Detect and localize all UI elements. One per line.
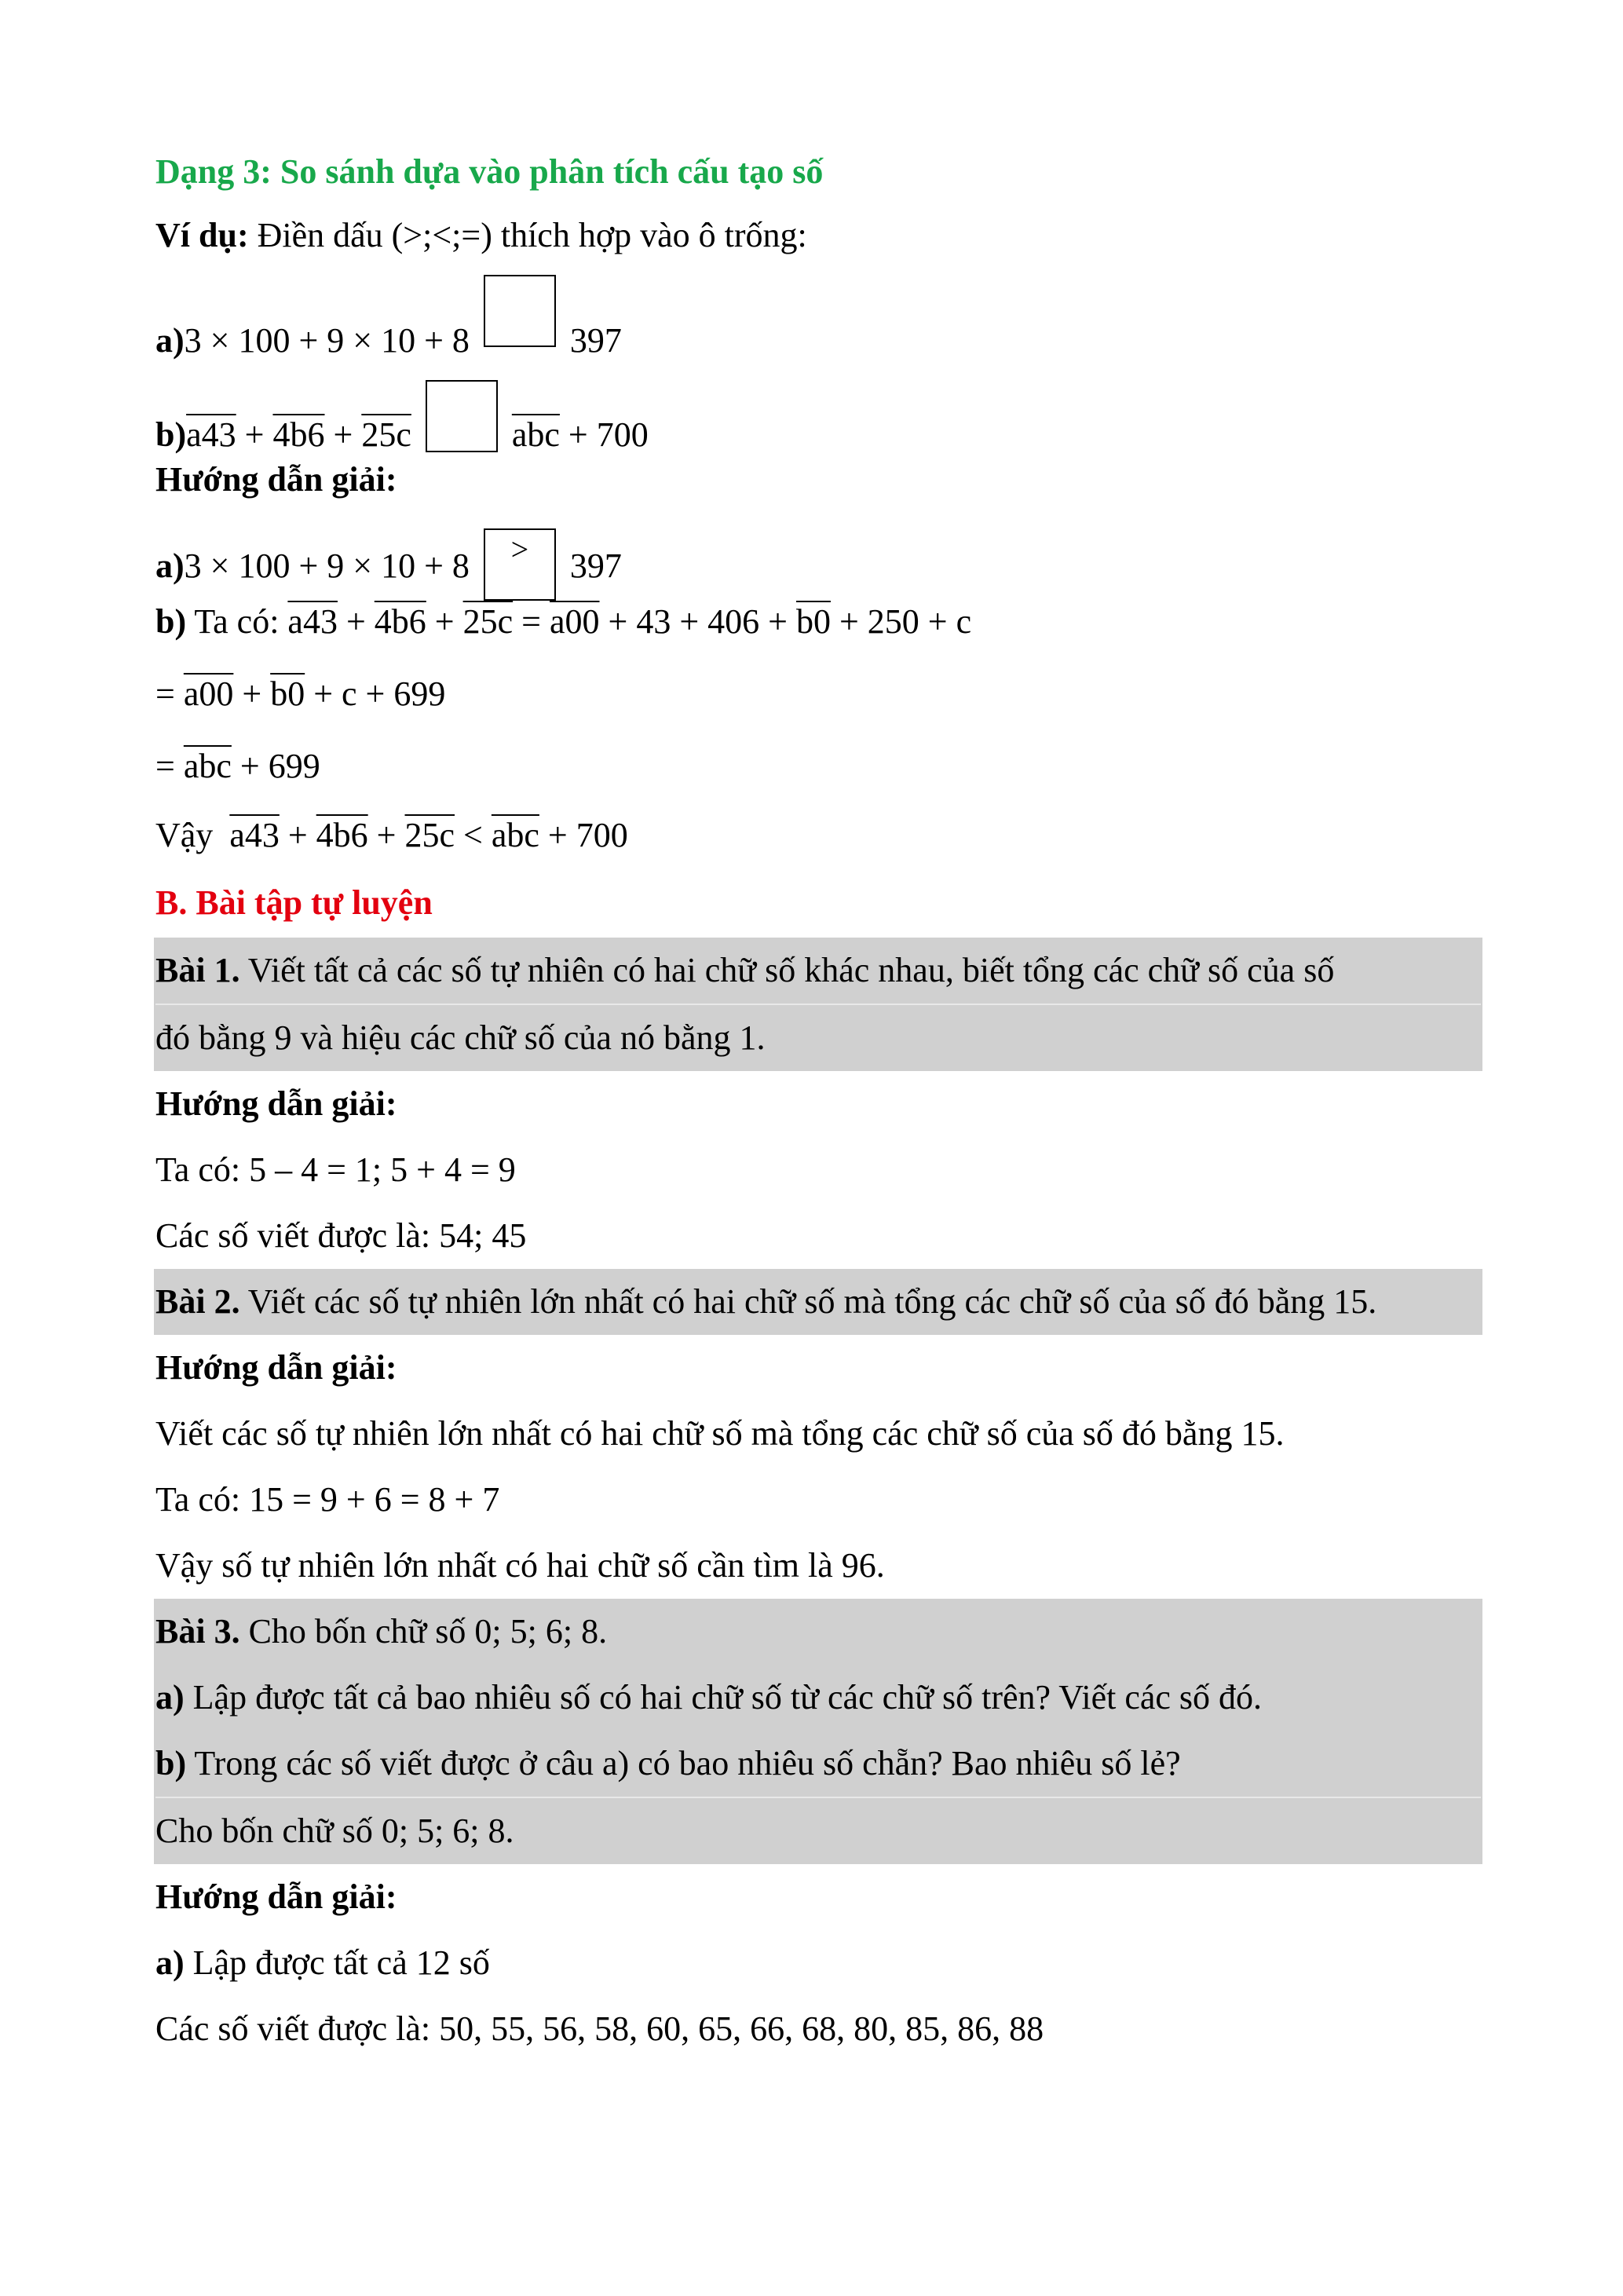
term-a43: a43 (186, 415, 236, 454)
conclusion-label: Vậy (155, 816, 222, 854)
bai3-question-text: Cho bốn chữ số 0; 5; 6; 8. (239, 1612, 608, 1651)
question-a-label: a) (155, 321, 185, 360)
concl-4b6: 4b6 (316, 816, 368, 854)
term-4b6: 4b6 (272, 415, 325, 454)
step3-abc: $\overline{abc}$ (183, 747, 232, 785)
bai1-question-block (154, 938, 1482, 1071)
ans-mid: + 43 + 406 + (599, 602, 796, 641)
conclusion-line: Vậy $a43 + 4b6 + 25c < \overline{abc} + 700$ (155, 816, 628, 854)
answer-a (155, 507, 1481, 589)
concl-a43: a43 (229, 816, 280, 854)
bai3-solution-heading (155, 1864, 1481, 1930)
ans-term-a00: a00 (549, 602, 600, 641)
ans-term-4b6: 4b6 (374, 602, 426, 641)
answer-box-filled: > (484, 528, 556, 601)
bai3-answer-list: Các số viết được là: 50, 55, 56, 58, 60, 65, 66, 68, 80, 85, 86, 88 (155, 2009, 1044, 2048)
bai3-aa-text: Lập được tất cả 12 số (184, 1943, 490, 1982)
question-a-expression: 3 × 100 + 9 × 10 + 8 (184, 321, 470, 360)
bai1-question-line1 (155, 938, 1481, 1004)
bai3-aa-label: a) (155, 1943, 185, 1982)
bai2-question-block (154, 1269, 1482, 1335)
bai3-label: Bài 3. (155, 1612, 240, 1651)
example-text: Điền dấu (>;<;=) thích hợp vào ô trống: (248, 216, 807, 254)
solution-label: Hướng dẫn giải: (155, 460, 397, 499)
step2-b0: b0 (270, 675, 305, 713)
bai3-question-repeat: Cho bốn chữ số 0; 5; 6; 8. (155, 1812, 514, 1850)
bai2-answer-line3: Vậy số tự nhiên lớn nhất có hai chữ số cần tìm là 96. (155, 1546, 885, 1585)
answer-b-line1: b) Ta có: a43 + 4b6 + 25c = a00 + 43 + 406 + b0 + 250 + c (155, 602, 972, 641)
document-page (155, 141, 1481, 2062)
bai2-solution-label: Hướng dẫn giải: (155, 1348, 397, 1387)
step2-end: + c + 699 (305, 675, 446, 713)
bai3-question-b (155, 1731, 1481, 1797)
question-b-label: b) (155, 415, 187, 454)
bai3-question-line1 (155, 1599, 1481, 1665)
ans-term-25c: 25c (462, 602, 514, 641)
step2-a00: a00 (183, 675, 234, 713)
example-prompt (155, 203, 1481, 275)
conclusion-end: + 700 (539, 816, 628, 854)
answer-b-label: b) (155, 602, 187, 641)
section-b-heading: B. Bài tập tự luyện (155, 883, 433, 922)
step3-end: + 699 (231, 747, 320, 785)
answer-box-b[interactable] (426, 380, 498, 452)
bai3-answer-a (155, 1930, 1481, 1996)
answer-box-a[interactable] (484, 275, 556, 347)
ans-term-a43: a43 (287, 602, 338, 641)
term-abc: $\overline{abc}$ (511, 415, 560, 454)
answer-b-line2: = a00 + b0 + c + 699 (155, 675, 446, 713)
ans-end: + 250 + c (830, 602, 972, 641)
example-label: Ví dụ: (155, 216, 249, 254)
bai3-qb-text: Trong các số viết được ở câu a) có bao nhiêu số chẵn? Bao nhiêu số lẻ? (186, 1744, 1181, 1782)
bai1-answer-line2: Các số viết được là: 54; 45 (155, 1216, 527, 1255)
bai1-label: Bài 1. (155, 951, 240, 989)
term-25c: 25c (361, 415, 411, 454)
answer-a-rhs: 397 (569, 547, 622, 585)
bai1-question-text1: Viết tất cả các số tự nhiên có hai chữ số khác nhau, biết tổng các chữ số của số (239, 951, 1335, 989)
question-b-rhs-tail: + 700 (559, 415, 649, 454)
answer-a-label: a) (155, 547, 185, 585)
bai3-qb-label: b) (155, 1744, 187, 1782)
bai2-answer-line1: Viết các số tự nhiên lớn nhất có hai chữ số mà tổng các chữ số của số đó bằng 15. (155, 1414, 1285, 1453)
dang3-heading: Dạng 3: So sánh dựa vào phân tích cấu tạo số (155, 152, 824, 191)
solution-heading (155, 444, 1481, 507)
bai2-question-line1 (155, 1269, 1481, 1335)
concl-abc: $\overline{abc}$ (491, 816, 539, 854)
bai2-solution-heading (155, 1335, 1481, 1401)
answer-a-expression: 3 × 100 + 9 × 10 + 8 (184, 547, 470, 585)
bai2-answer-line2: Ta có: 15 = 9 + 6 = 8 + 7 (155, 1480, 500, 1519)
bai1-solution-label: Hướng dẫn giải: (155, 1084, 397, 1123)
bai3-question-a (155, 1665, 1481, 1731)
question-a (155, 275, 1481, 380)
bai1-answer-line1: Ta có: 5 – 4 = 1; 5 + 4 = 9 (155, 1150, 516, 1189)
question-b: b)a43 + 4b6 + 25c $\overline{abc} + 700$ (155, 380, 1481, 444)
ans-term-b0: b0 (795, 602, 831, 641)
bai2-question-text: Viết các số tự nhiên lớn nhất có hai chữ số mà tổng các chữ số của số đó bằng 15. (239, 1282, 1377, 1321)
bai3-question-block (154, 1599, 1482, 1864)
question-a-rhs: 397 (569, 321, 622, 360)
bai3-solution-label: Hướng dẫn giải: (155, 1877, 397, 1916)
concl-25c: 25c (404, 816, 455, 854)
bai3-qa-text: Lập được tất cả bao nhiêu số có hai chữ số từ các chữ số trên? Viết các số đó. (184, 1678, 1263, 1717)
answer-b-taco: Ta có: (186, 602, 288, 641)
bai1-solution-heading (155, 1071, 1481, 1137)
answer-b-line3: = $\overline{abc} + 699$ (155, 747, 320, 785)
bai3-qa-label: a) (155, 1678, 185, 1717)
bai1-question-line2: đó bằng 9 và hiệu các chữ số của nó bằng 1. (155, 1018, 766, 1057)
bai2-label: Bài 2. (155, 1282, 240, 1321)
